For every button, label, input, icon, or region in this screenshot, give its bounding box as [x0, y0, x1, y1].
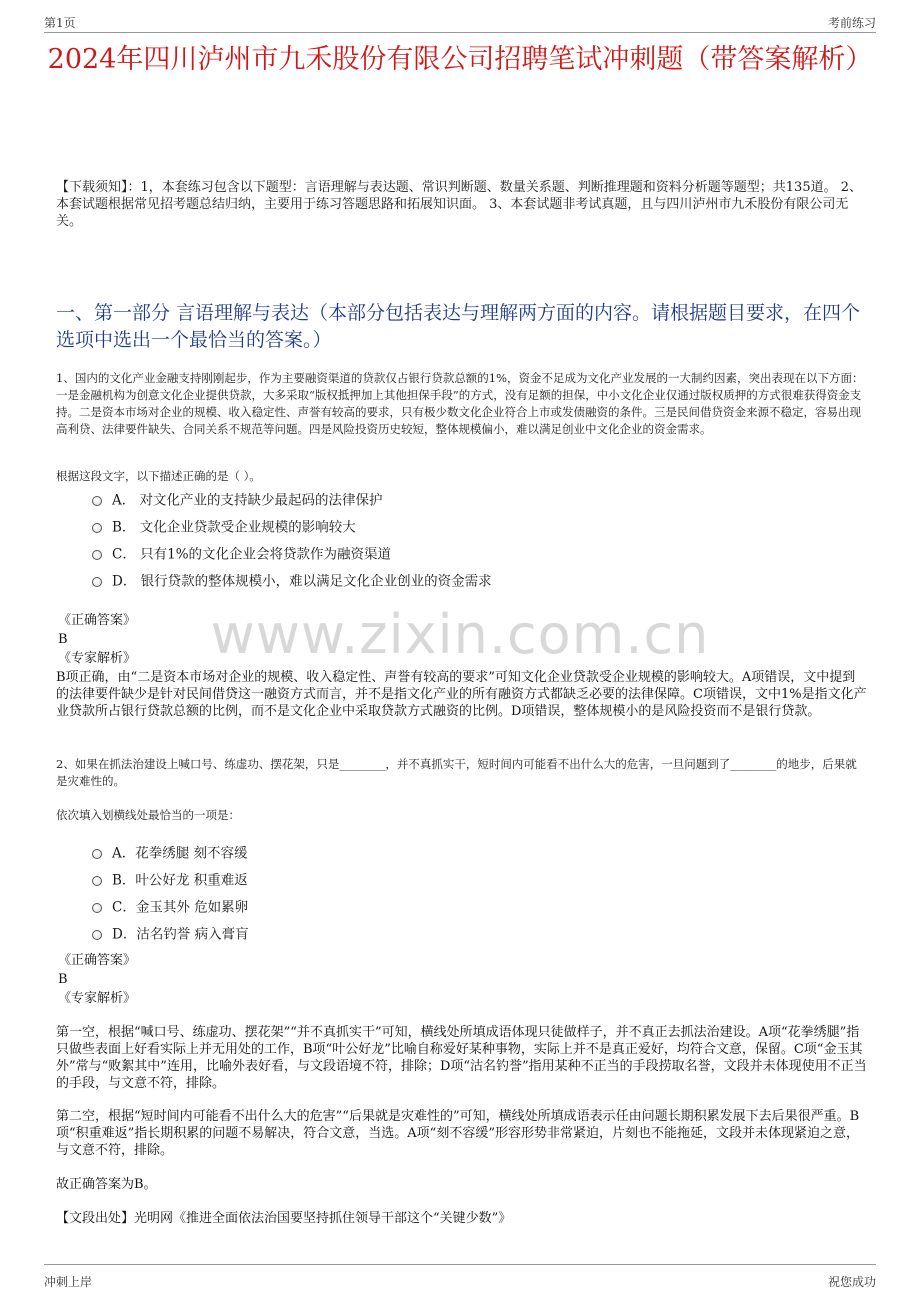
question-2-option-d[interactable]: D．沽名钓誉 病入膏肓 — [92, 924, 860, 946]
radio-icon[interactable] — [92, 496, 102, 506]
radio-icon[interactable] — [92, 550, 102, 560]
header-label: 考前练习 — [827, 16, 876, 30]
radio-icon[interactable] — [92, 903, 102, 913]
question-1-answer-label: 《正确答案》 — [58, 613, 137, 628]
question-2-stem: 2、如果在抓法治建设上喊口号、练虚功、摆花架，只是________，并不真抓实干，短时间内可能看不出什么大的危害，一旦问题到了________的地步，后果就是灾难性的。 — [56, 757, 857, 788]
radio-icon[interactable] — [92, 876, 102, 886]
question-2-option-a[interactable]: A．花拳绣腿 刻不容缓 — [92, 843, 860, 865]
question-2-answer: B — [58, 972, 68, 987]
question-1-answer: B — [58, 632, 68, 647]
question-2-source: 【文段出处】光明网《推进全面依法治国要坚持抓住领导干部这个“关键少数”》 — [56, 1211, 512, 1226]
question-1-option-b[interactable]: B． 文化企业贷款受企业规模的影响较大 — [92, 517, 860, 539]
question-2-conclusion: 故正确答案为B。 — [56, 1177, 157, 1192]
download-notice: 【下载须知】：1，本套练习包含以下题型：言语理解与表达题、常识判断题、数量关系题、判断推理题和资料分析题等题型；共135道。 2、本套试题根据常见招考题总结归纳，主要用于练习答题思路和拓展知识面。 3、本套试题非考试真题，且与四川泸州市九禾股份有限公司无关。 — [56, 180, 862, 229]
question-1-option-d[interactable]: D． 银行贷款的整体规模小，难以满足文化企业创业的资金需求 — [92, 571, 860, 593]
question-1-analysis: B项正确，由“二是资本市场对企业的规模、收入稳定性、声誉有较高的要求”可知文化企业贷款受企业规模的影响较大。A项错误，文中提到的法律要件缺少是针对民间借贷这一融资方式而言，并不是指文化产业的所有融资方式都缺乏必要的法律保障。C项错误，文中1%是指文化产业贷款所占银行贷款总额的比例，而不是文化企业中采取贷款方式融资的比例。D项错误，整体规模小的是风险投资而不是银行贷款。 — [56, 670, 867, 719]
question-1-option-a[interactable]: A． 对文化产业的支持缺少最起码的法律保护 — [92, 490, 860, 512]
question-2-analysis-second-blank: 第二空，根据“短时间内可能看不出什么大的危害”“后果就是灾难性的”可知，横线处所填成语表示任由问题长期积累发展下去后果很严重。B项“积重难返”指长期积累的问题不易解决，符合文意，当选。A项“刻不容缓”形容形势非常紧迫，片刻也不能拖延，文段并未体现紧迫之意，与文意不符，排除。 — [56, 1109, 860, 1158]
footer-right-text: 祝您成功 — [827, 1275, 876, 1289]
document-title: 2024年四川泸州市九禾股份有限公司招聘笔试冲刺题（带答案解析） — [47, 44, 873, 75]
footer-left-text: 冲刺上岸 — [44, 1275, 93, 1289]
question-1-prompt: 根据这段文字，以下描述正确的是（ ）。 — [56, 469, 261, 483]
question-1-analysis-label: 《专家解析》 — [58, 651, 137, 666]
page-header — [44, 12, 876, 33]
question-1-stem: 1、国内的文化产业金融支持刚刚起步，作为主要融资渠道的贷款仅占银行贷款总额的1%，资金不足成为文化产业发展的一大制约因素，突出表现在以下方面：一是金融机构为创意文化企业提供贷款，大多采取“版权抵押加上其他担保手段”的方式，没有足额的担保，中小文化企业仅通过版权质押的方式很难获得资金支持。二是资本市场对企业的规模、收入稳定性、声誉有较高的要求，只有极少数文化企业符合上市或发债融资的条件。三是民间借贷资金来源不稳定，容易出现高利贷、法律要件缺失、合同关系不规范等问题。四是风险投资历史较短，整体规模偏小，难以满足创业中文化企业的资金需求。 — [56, 371, 864, 436]
question-2-answer-label: 《正确答案》 — [58, 953, 137, 968]
radio-icon[interactable] — [92, 849, 102, 859]
question-2-prompt: 依次填入划横线处最恰当的一项是： — [56, 808, 240, 822]
question-2-analysis-first-blank: 第一空，根据“喊口号、练虚功、摆花架”“并不真抓实干”可知，横线处所填成语体现只徒做样子，并不真正去抓法治建设。A项“花拳绣腿”指只做些表面上好看实际上并无用处的工作，B项“叶公好龙”比喻自称爱好某种事物，实际上并不是真正爱好，均符合文意，保留。C项“金玉其外”常与“败絮其中”连用，比喻外表好看，与文段语境不符，排除；D项“沽名钓誉”指用某种不正当的手段捞取名誉，文段并未体现使用不正当的手段，与文意不符，排除。 — [56, 1025, 867, 1091]
question-1-option-c[interactable]: C． 只有1%的文化企业会将贷款作为融资渠道 — [92, 544, 860, 566]
radio-icon[interactable] — [92, 930, 102, 940]
watermark: www.zixin.com.cn — [210, 603, 710, 666]
radio-icon[interactable] — [92, 523, 102, 533]
section-heading: 一、第一部分 言语理解与表达（本部分包括表达与理解两方面的内容。请根据题目要求，在四个选项中选出一个最恰当的答案。） — [56, 302, 861, 351]
question-2-option-c[interactable]: C．金玉其外 危如累卵 — [92, 897, 860, 919]
question-2-analysis-label: 《专家解析》 — [58, 991, 137, 1006]
page-number: 第1页 — [44, 16, 76, 30]
radio-icon[interactable] — [92, 577, 102, 587]
page-footer — [44, 1264, 876, 1295]
question-2-option-b[interactable]: B．叶公好龙 积重难返 — [92, 870, 860, 892]
